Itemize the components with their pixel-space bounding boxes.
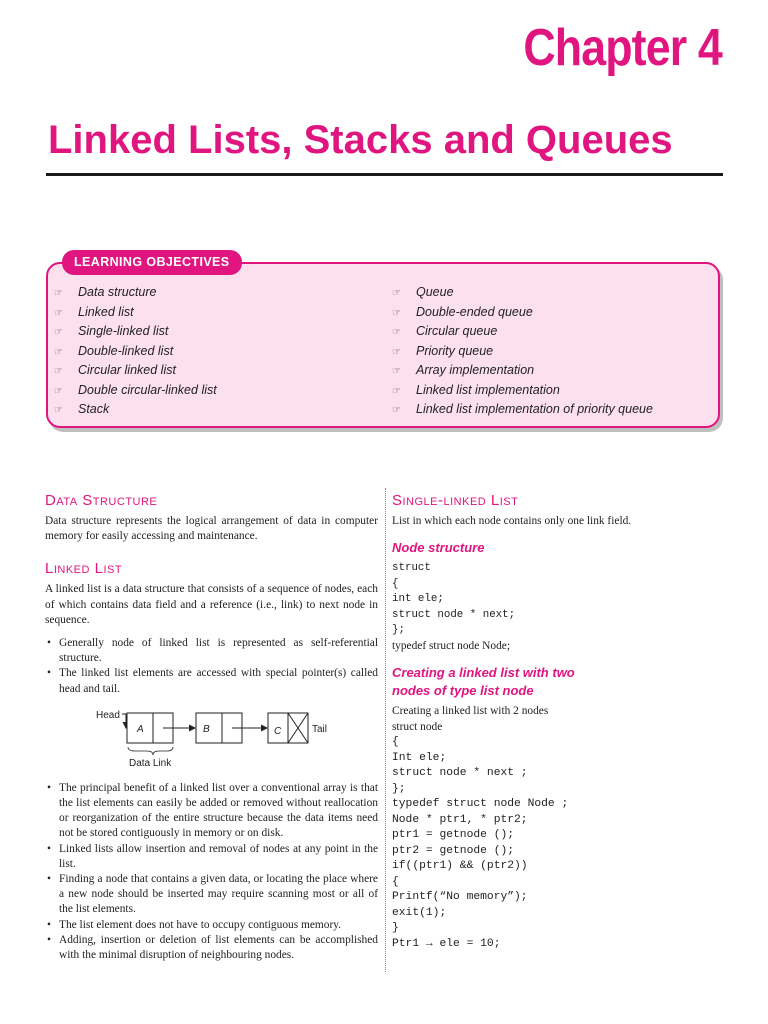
pointing-hand-icon: ☞	[392, 288, 401, 299]
linked-list-diagram-svg	[45, 703, 378, 775]
objective-item	[54, 303, 217, 323]
node-structure-code	[392, 561, 727, 639]
tail-label: Tail	[312, 723, 328, 735]
creating-list-text	[392, 704, 727, 735]
objective-item	[54, 283, 217, 303]
code-line: struct node * next;	[392, 608, 516, 621]
data-structure-text: Data structure represents the logical arrangement of data in computer memory for easily accessing and maintenance.	[45, 515, 378, 543]
learning-objectives-tag: LEARNING OBJECTIVES	[62, 250, 242, 275]
objective-item	[392, 283, 653, 303]
creating-list-heading: Creating a linked list with two nodes of type list node	[392, 665, 575, 699]
linked-list-diagram	[45, 703, 378, 775]
pointing-hand-icon: ☞	[54, 385, 63, 397]
node-structure-typedef: typedef struct node Node;	[392, 639, 510, 652]
node-b-label: B	[203, 723, 210, 735]
code-line: ptr2 = getnode ();	[392, 844, 515, 857]
objective-item	[392, 381, 653, 401]
data-link-brace	[128, 747, 173, 755]
left-column	[45, 488, 378, 963]
list-item: • Adding, insertion or deletion of list elements can be accomplished with the minimal disruption of neighbouring nodes.	[45, 933, 378, 963]
pointing-hand-icon: ☞	[392, 385, 401, 397]
objective-item-label: Priority queue	[416, 343, 494, 358]
objective-item	[54, 361, 217, 381]
code-line: ptr1 = getnode ();	[392, 829, 515, 842]
list-item: • The principal benefit of a linked list over a conventional array is that the list elements can easily be added or removed without reallocation or reorganization of the entire structure because the data items need not be stored contiguously in memory or on disk.	[45, 781, 378, 842]
code-line: struct node * next ;	[392, 767, 528, 780]
list-item: • Finding a node that contains a given data, or locating the place where a new node should be inserted may require scanning most or all of the list elements.	[45, 872, 378, 918]
linked-list-heading: Linked List	[45, 560, 123, 578]
code-line: Printf(“No memory”);	[392, 891, 528, 904]
column-divider	[385, 488, 386, 972]
head-arrow	[122, 714, 126, 728]
objective-item	[392, 322, 653, 342]
pointing-hand-icon: ☞	[54, 327, 63, 338]
title-rule	[46, 173, 723, 176]
objective-item-label: Linked list	[78, 304, 134, 319]
chapter-label: Chapter 4	[523, 19, 722, 77]
objective-item-label: Linked list implementation of priority queue	[416, 402, 653, 416]
code-line: {	[392, 577, 399, 590]
objective-item	[54, 381, 217, 401]
pointing-hand-icon: ☞	[392, 346, 401, 358]
node-a-label: A	[137, 723, 144, 735]
pointing-hand-icon: ☞	[54, 366, 63, 377]
code-line: Node * ptr1, * ptr2;	[392, 813, 528, 826]
data-structure-heading: Data Structure	[45, 492, 158, 509]
code-line: exit(1);	[392, 906, 447, 919]
chapter-title: Linked Lists, Stacks and Queues	[48, 118, 673, 162]
text-line: struct node	[392, 720, 443, 733]
learning-objectives-right	[392, 283, 653, 420]
code-line: {	[392, 875, 399, 888]
objective-item-label: Double-linked list	[78, 343, 174, 358]
creating-list-code	[392, 735, 727, 952]
pointing-hand-icon: ☞	[392, 366, 401, 377]
objective-item	[392, 361, 653, 381]
objective-item-label: Stack	[78, 402, 110, 416]
pointing-hand-icon: ☞	[392, 307, 401, 319]
pointing-hand-icon: ☞	[54, 307, 63, 319]
objective-item-label: Queue	[416, 285, 454, 299]
objective-item	[54, 400, 217, 420]
code-line: }	[392, 922, 399, 935]
objective-item	[392, 303, 653, 323]
list-item: • The linked list elements are accessed with special pointer(s) called head and tail.	[45, 666, 378, 696]
objective-item-label: Double circular-linked list	[78, 382, 217, 397]
objective-item	[392, 342, 653, 362]
node-structure-heading: Node structure	[392, 540, 485, 556]
text-line: Creating a linked list with 2 nodes	[392, 705, 549, 718]
pointing-hand-icon: ☞	[54, 288, 63, 299]
objective-item	[54, 342, 217, 362]
code-line: Ptr1 → ele = 10;	[392, 937, 501, 950]
objective-item-label: Circular linked list	[78, 363, 176, 377]
node-c-label: C	[274, 725, 282, 737]
pointing-hand-icon: ☞	[54, 346, 63, 358]
objective-item	[392, 400, 653, 420]
single-linked-list-heading: Single-linked List	[392, 492, 519, 509]
list-item: • Linked lists allow insertion and removal of nodes at any point in the list.	[45, 842, 378, 872]
code-line: struct	[392, 562, 431, 575]
code-line: typedef struct node Node ;	[392, 798, 569, 811]
code-line: };	[392, 624, 405, 637]
code-line: Int ele;	[392, 751, 447, 764]
code-line: if((ptr1) && (ptr2))	[392, 860, 528, 873]
pointing-hand-icon: ☞	[392, 327, 401, 338]
objective-item-label: Circular queue	[416, 324, 498, 338]
objective-item-label: Linked list implementation	[416, 382, 560, 397]
objective-item-label: Single-linked list	[78, 324, 169, 338]
objective-item-label: Array implementation	[416, 363, 535, 377]
list-item: • Generally node of linked list is represented as self-referential structure.	[45, 636, 378, 666]
linked-list-bullets-bottom	[45, 781, 378, 963]
list-item: • The list element does not have to occupy contiguous memory.	[45, 918, 378, 933]
linked-list-bullets-top	[45, 636, 378, 697]
right-column	[392, 488, 727, 952]
head-label: Head	[96, 709, 120, 721]
code-line: };	[392, 782, 406, 795]
objective-item	[54, 322, 217, 342]
code-line: {	[392, 736, 399, 749]
pointing-hand-icon: ☞	[392, 405, 401, 416]
learning-objectives-left	[54, 283, 217, 420]
linked-list-intro: A linked list is a data structure that consists of a sequence of nodes, each of which contains data field and a reference (i.e., link) to next node in sequence.	[45, 583, 378, 626]
objective-item-label: Data structure	[78, 285, 157, 299]
code-line: int ele;	[392, 593, 444, 606]
single-linked-list-text: List in which each node contains only one link field.	[392, 515, 632, 527]
objective-item-label: Double-ended queue	[416, 304, 533, 319]
data-link-label: Data Link	[129, 757, 172, 769]
pointing-hand-icon: ☞	[54, 405, 63, 416]
